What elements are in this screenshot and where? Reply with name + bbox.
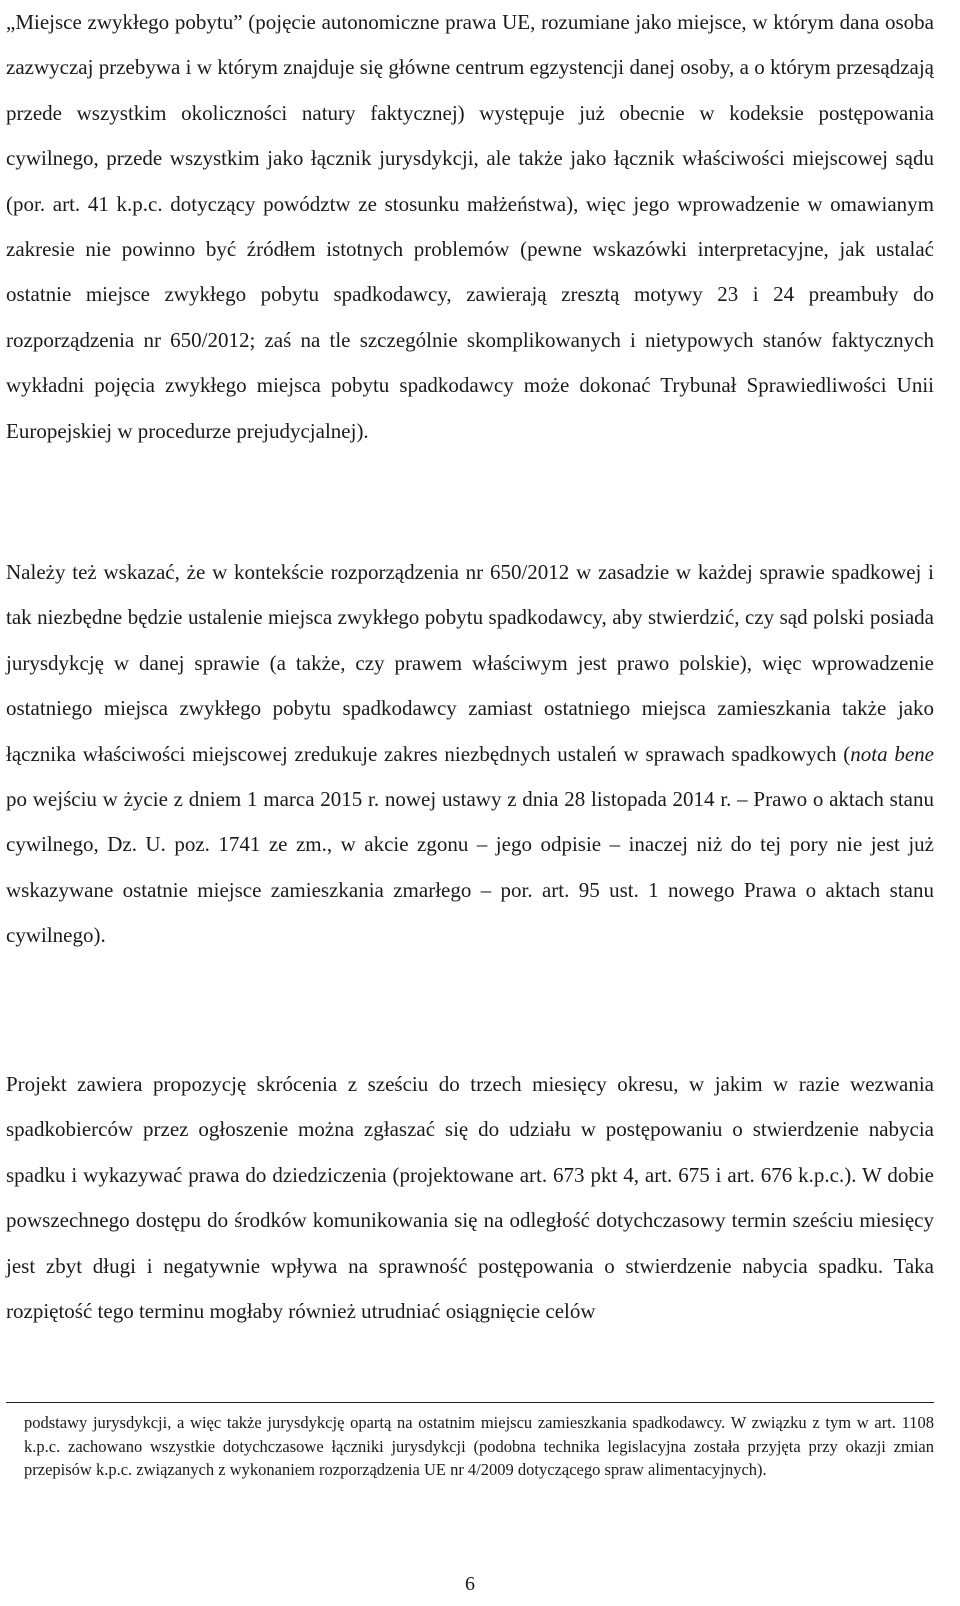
- footnote: [24, 1411, 934, 1482]
- italic-phrase: nota bene: [850, 741, 934, 766]
- paragraph-text: [6, 550, 934, 959]
- paragraph-text: Projekt zawiera propozycję skrócenia z sześciu do trzech miesięcy okresu, w jakim w razie wezwania spadkobierców przez ogłoszenie można zgłaszać się do udziału w postępowaniu o stwierdzenie nabycia spadku i wykazywać prawa do dziedziczenia (projektowane art. 673 pkt 4, art. 675 i art. 676 k.p.c.). W dobie powszechnego dostępu do środków komunikowania się na odległość dotychczasowy termin sześciu miesięcy jest zbyt długi i negatywnie wpływa na sprawność postępowania o stwierdzenie nabycia spadku. Taka rozpiętość tego terminu mogłaby również utrudniać osiągnięcie celów: [6, 1072, 934, 1324]
- paragraph-habitual-residence: [6, 0, 934, 454]
- paragraph-shortened-period: [6, 1062, 934, 1334]
- footnote-text: podstawy jurysdykcji, a więc także jurysdykcję opartą na ostatnim miejscu zamieszkania spadkodawcy. W związku z tym w art. 1108 k.p.c. zachowano wszystkie dotychczasowe łączniki jurysdykcji (podobna technika legislacyjna została przyjęta przy okazji zmian przepisów k.p.c. związanych z wykonaniem rozporządzenia UE nr 4/2009 dotyczącego spraw alimentacyjnych).: [24, 1413, 934, 1479]
- paragraph-text: „Miejsce zwykłego pobytu” (pojęcie autonomiczne prawa UE, rozumiane jako miejsce, w którym dana osoba zazwyczaj przebywa i w którym znajduje się główne centrum egzystencji danej osoby, a o którym przesądzają przede wszystkim okoliczności natury faktycznej) występuje już obecnie w kodeksie postępowania cywilnego, przede wszystkim jako łącznik jurysdykcji, ale także jako łącznik właściwości miejscowej sądu (por. art. 41 k.p.c. dotyczący powództw ze stosunku małżeństwa), więc jego wprowadzenie w omawianym zakresie nie powinno być źródłem istotnych problemów (pewne wskazówki interpretacyjne, jak ustalać ostatnie miejsce zwykłego pobytu spadkodawcy, zawierają zresztą motywy 23 i 24 preambuły do rozporządzenia nr 650/2012; zaś na tle szczególnie skomplikowanych i nietypowych stanów faktycznych wykładni pojęcia zwykłego miejsca pobytu spadkodawcy może dokonać Trybunał Sprawiedliwości Unii Europejskiej w procedurze prejudycjalnej).: [6, 10, 934, 443]
- paragraph-text-part: po wejściu w życie z dniem 1 marca 2015 r. nowej ustawy z dnia 28 listopada 2014 r. – Prawo o aktach stanu cywilnego, Dz. U. poz. 1741 ze zm., w akcie zgonu – jego odpisie – inaczej niż do tej pory nie jest już wskazywane ostatnie miejsce zamieszkania zmarłego – por. art. 95 ust. 1 nowego Prawa o aktach stanu cywilnego).: [6, 787, 934, 948]
- footnote-separator: [6, 1402, 934, 1403]
- page-number: 6: [465, 1573, 475, 1595]
- paragraph-regulation-context: [6, 550, 934, 959]
- paragraph-text-part: Należy też wskazać, że w kontekście rozporządzenia nr 650/2012 w zasadzie w każdej sprawie spadkowej i tak niezbędne będzie ustalenie miejsca zwykłego pobytu spadkodawcy, aby stwierdzić, czy sąd polski posiada jurysdykcję w danej sprawie (a także, czy prawem właściwym jest prawo polskie), więc wprowadzenie ostatniego miejsca zwykłego pobytu spadkodawcy zamiast ostatniego miejsca zamieszkania także jako łącznika właściwości miejscowej zredukuje zakres niezbędnych ustaleń w sprawach spadkowych (: [6, 560, 934, 766]
